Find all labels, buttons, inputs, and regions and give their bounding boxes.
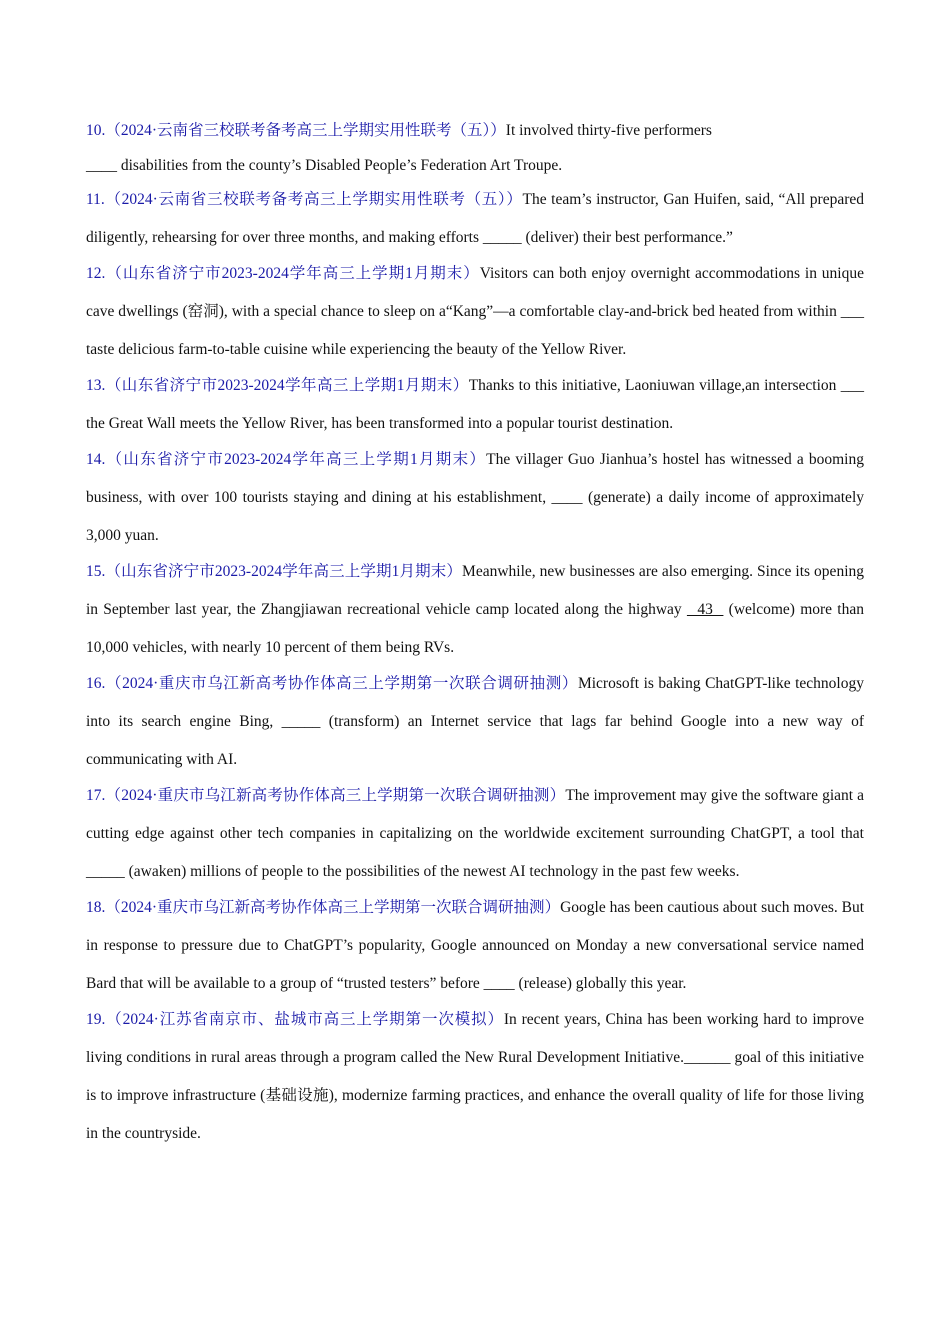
question-text-continued: ____ disabilities from the county’s Disabled People’s Federation Art Troupe. bbox=[86, 157, 563, 174]
question-text: Microsoft is baking ChatGPT-like technology into its search engine Bing, _____ (transform) an Internet service that lags far behind Google into a new way of communicating with AI. bbox=[86, 675, 864, 768]
question-19 bbox=[86, 1001, 864, 1153]
question-source: （山东省济宁市2023-2024学年高三上学期1月期末） bbox=[105, 563, 463, 580]
question-number: 18. bbox=[86, 899, 106, 916]
question-source: （2024·云南省三校联考备考高三上学期实用性联考（五）） bbox=[104, 191, 523, 208]
question-18 bbox=[86, 889, 864, 1003]
question-number: 10. bbox=[86, 122, 106, 139]
question-14 bbox=[86, 441, 864, 555]
question-text: Meanwhile, new businesses are also emerging. Since its opening in September last year, the Zhangjiawan recreational vehicle camp located along the highway bbox=[86, 563, 864, 618]
question-text: Google has been cautious about such moves. But in response to pressure due to ChatGPT’s popularity, Google announced on Monday a new conversational service named Bard that will be available to a group of “trusted testers” before ____ (release) globally this year. bbox=[86, 899, 864, 992]
question-number: 11. bbox=[86, 191, 105, 208]
question-text: Visitors can both enjoy overnight accommodations in unique cave dwellings (窑洞), with a special chance to sleep on a“Kang”—a comfortable clay-and-brick bed heated from within ___ taste delicious farm-to-table cuisine while experiencing the beauty of the Yellow River. bbox=[86, 265, 864, 358]
question-number: 14. bbox=[86, 451, 106, 468]
question-17 bbox=[86, 777, 864, 891]
question-source: （山东省济宁市2023-2024学年高三上学期1月期末） bbox=[105, 377, 469, 394]
question-text: Thanks to this initiative, Laoniuwan village,an intersection ___ the Great Wall meets the Yellow River, has been transformed into a popular tourist destination. bbox=[86, 377, 864, 432]
question-text: In recent years, China has been working hard to improve living conditions in rural areas through a program called the New Rural Development Initiative.______ goal of this initiative is to improve infrastructure (基础设施), modernize farming practices, and enhance the overall quality of life for those living in the countryside. bbox=[86, 1011, 864, 1142]
question-source: （2024·江苏省南京市、盐城市高三上学期第一次模拟） bbox=[105, 1011, 504, 1028]
question-number: 17. bbox=[86, 787, 106, 804]
question-source: （2024·重庆市乌江新高考协作体高三上学期第一次联合调研抽测） bbox=[105, 899, 561, 916]
question-15 bbox=[86, 553, 864, 667]
question-source: （2024·重庆市乌江新高考协作体高三上学期第一次联合调研抽测） bbox=[105, 787, 566, 804]
question-16 bbox=[86, 665, 864, 779]
question-number: 16. bbox=[86, 675, 106, 692]
document-page bbox=[86, 113, 864, 1151]
question-10 bbox=[86, 113, 864, 183]
question-text: The villager Guo Jianhua’s hostel has witnessed a booming business, with over 100 tourists staying and dining at his establishment, ____ (generate) a daily income of approximately 3,000 yuan. bbox=[86, 451, 864, 544]
question-source: （山东省济宁市2023-2024学年高三上学期1月期末） bbox=[105, 451, 487, 468]
question-13 bbox=[86, 367, 864, 443]
answer-blank: 43 bbox=[686, 601, 724, 618]
question-text: The team’s instructor, Gan Huifen, said, “All prepared diligently, rehearsing for over three months, and making efforts _____ (deliver) their best performance.” bbox=[86, 191, 864, 246]
question-source: （2024·重庆市乌江新高考协作体高三上学期第一次联合调研抽测） bbox=[105, 675, 578, 692]
question-source: （2024·云南省三校联考备考高三上学期实用性联考（五）） bbox=[105, 122, 506, 139]
question-text: The improvement may give the software giant a cutting edge against other tech companies in capitalizing on the worldwide excitement surrounding ChatGPT, a tool that _____ (awaken) millions of people to the possibilities of the newest AI technology in the past few weeks. bbox=[86, 787, 864, 880]
question-number: 15. bbox=[86, 563, 106, 580]
question-text-continued: (welcome) more than 10,000 vehicles, with nearly 10 percent of them being RVs. bbox=[86, 601, 864, 656]
question-number: 19. bbox=[86, 1011, 106, 1028]
question-number: 12. bbox=[86, 265, 106, 282]
question-number: 13. bbox=[86, 377, 106, 394]
question-text: It involved thirty-five performers bbox=[505, 122, 712, 139]
question-12 bbox=[86, 255, 864, 369]
question-source: （山东省济宁市2023-2024学年高三上学期1月期末） bbox=[105, 265, 480, 282]
question-11 bbox=[86, 181, 864, 257]
